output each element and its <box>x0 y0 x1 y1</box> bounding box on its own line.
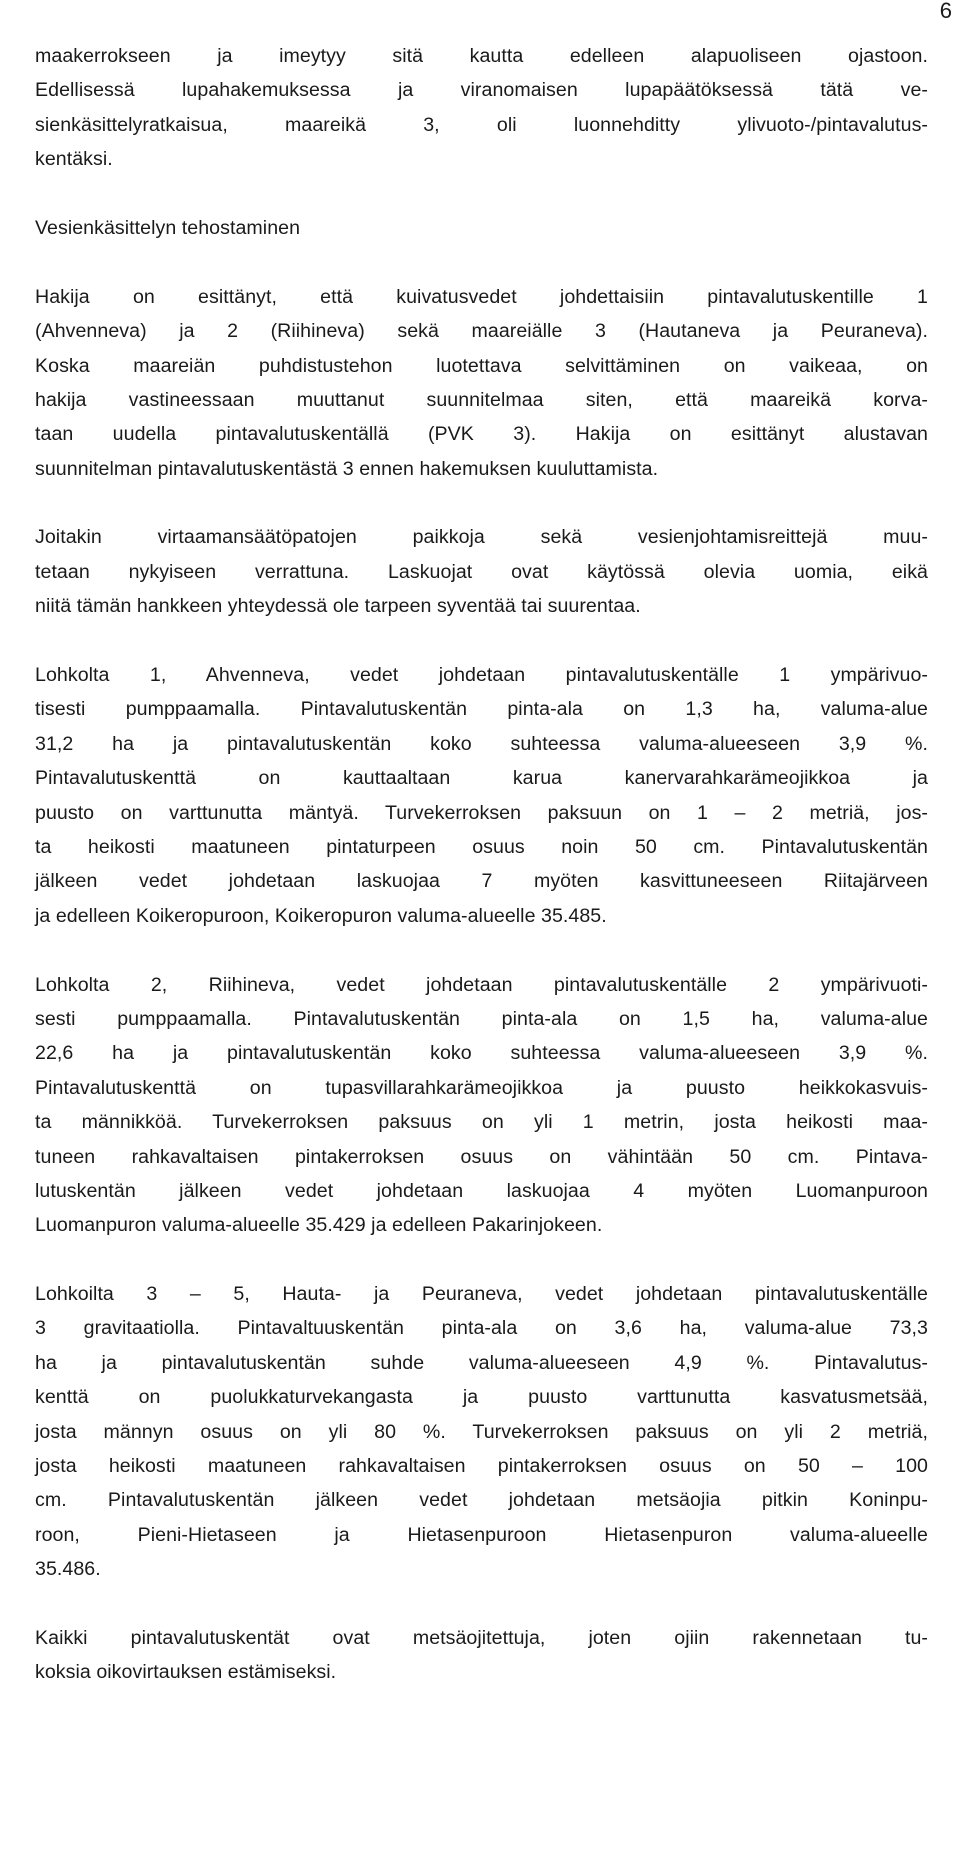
text-line: josta männyn osuus on yli 80 %. Turvekerroksen paksuus on yli 2 metriä, <box>35 1420 928 1443</box>
text-line: ta heikosti maatuneen pintaturpeen osuus noin 50 cm. Pintavalutuskentän <box>35 835 928 858</box>
text-line: roon, Pieni-Hietaseen ja Hietasenpuroon Hietasenpuron valuma-alueelle <box>35 1523 928 1546</box>
text-line: Lohkolta 2, Riihineva, vedet johdetaan pintavalutuskentälle 2 ympärivuoti- <box>35 973 928 996</box>
text-line: kentäksi. <box>35 148 113 171</box>
text-line: josta heikosti maatuneen rahkavaltaisen pintakerroksen osuus on 50 – 100 <box>35 1455 928 1478</box>
text-line: Joitakin virtaamansäätöpatojen paikkoja sekä vesienjohtamisreittejä muu- <box>35 526 928 549</box>
text-line: Edellisessä lupahakemuksessa ja viranomaisen lupapäätöksessä tätä ve- <box>35 79 928 102</box>
text-line: 31,2 ha ja pintavalutuskentän koko suhteessa valuma-alueeseen 3,9 %. <box>35 732 928 755</box>
text-line: ta männikköä. Turvekerroksen paksuus on yli 1 metrin, josta heikosti maa- <box>35 1111 928 1134</box>
text-line: ja edelleen Koikeropuroon, Koikeropuron valuma-alueelle 35.485. <box>35 904 607 927</box>
text-line: Lohkoilta 3 – 5, Hauta- ja Peuraneva, vedet johdetaan pintavalutuskentälle <box>35 1283 928 1306</box>
section-heading <box>35 211 928 245</box>
text-line: Koska maareiän puhdistustehon luotettava selvittäminen on vaikeaa, on <box>35 354 928 377</box>
text-line: lutuskentän jälkeen vedet johdetaan laskuojaa 4 myöten Luomanpuroon <box>35 1179 928 1202</box>
text-line: Lohkolta 1, Ahvenneva, vedet johdetaan pintavalutuskentälle 1 ympärivuo- <box>35 664 928 687</box>
text-line: Hakija on esittänyt, että kuivatusvedet johdettaisiin pintavalutuskentille 1 <box>35 285 928 308</box>
text-line: niitä tämän hankkeen yhteydessä ole tarpeen syventää tai suurentaa. <box>35 595 641 618</box>
text-line: suunnitelman pintavalutuskentästä 3 ennen hakemuksen kuuluttamista. <box>35 457 659 480</box>
text-line: maakerrokseen ja imeytyy sitä kautta edelleen alapuoliseen ojastoon. <box>35 45 928 67</box>
text-line: 22,6 ha ja pintavalutuskentän koko suhteessa valuma-alueeseen 3,9 %. <box>35 1042 928 1065</box>
page-number: 6 <box>939 0 952 23</box>
text-line: (Ahvenneva) ja 2 (Riihineva) sekä maareiälle 3 (Hautaneva ja Peuraneva). <box>35 320 928 343</box>
paragraph <box>35 39 928 177</box>
paragraph <box>35 658 928 933</box>
text-line: cm. Pintavalutuskentän jälkeen vedet johdetaan metsäojia pitkin Koninpu- <box>35 1489 928 1512</box>
paragraph <box>35 280 928 486</box>
text-line: tuneen rahkavaltaisen pintakerroksen osuus on vähintään 50 cm. Pintava- <box>35 1145 928 1168</box>
paragraph <box>35 1621 928 1690</box>
paragraph <box>35 1277 928 1587</box>
text-line: Vesienkäsittelyn tehostaminen <box>35 216 301 239</box>
text-line: sesti pumppaamalla. Pintavalutuskentän pinta-ala on 1,5 ha, valuma-alue <box>35 1007 928 1030</box>
text-line: tetaan nykyiseen verrattuna. Laskuojat ovat käytössä olevia uomia, eikä <box>35 560 928 583</box>
text-line: sienkäsittelyratkaisua, maareikä 3, oli luonnehditty ylivuoto-/pintavalutus- <box>35 113 928 136</box>
text-line: koksia oikovirtauksen estämiseksi. <box>35 1661 337 1684</box>
text-line: 3 gravitaatiolla. Pintavaltuuskentän pinta-ala on 3,6 ha, valuma-alue 73,3 <box>35 1317 928 1340</box>
text-line: Pintavalutuskenttä on tupasvillarahkarämeojikkoa ja puusto heikkokasvuis- <box>35 1076 928 1099</box>
paragraph <box>35 968 928 1243</box>
text-line: kenttä on puolukkaturvekangasta ja puusto varttunutta kasvatusmetsää, <box>35 1386 928 1409</box>
text-line: hakija vastineessaan muuttanut suunnitelmaa siten, että maareikä korva- <box>35 388 928 411</box>
text-line: puusto on varttunutta mäntyä. Turvekerroksen paksuun on 1 – 2 metriä, jos- <box>35 801 928 824</box>
text-line: Luomanpuron valuma-alueelle 35.429 ja edelleen Pakarinjokeen. <box>35 1214 603 1237</box>
text-line: jälkeen vedet johdetaan laskuojaa 7 myöten kasvittuneeseen Riitajärveen <box>35 870 928 893</box>
text-line: Pintavalutuskenttä on kauttaaltaan karua kanervarahkarämeojikkoa ja <box>35 767 928 790</box>
body-text <box>35 39 928 1690</box>
paragraph <box>35 520 928 623</box>
text-line: taan uudella pintavalutuskentällä (PVK 3). Hakija on esittänyt alustavan <box>35 423 928 446</box>
text-line: tisesti pumppaamalla. Pintavalutuskentän pinta-ala on 1,3 ha, valuma-alue <box>35 698 928 721</box>
text-line: ha ja pintavalutuskentän suhde valuma-alueeseen 4,9 %. Pintavalutus- <box>35 1351 928 1374</box>
text-line: 35.486. <box>35 1558 101 1581</box>
text-line: Kaikki pintavalutuskentät ovat metsäojitettuja, joten ojiin rakennetaan tu- <box>35 1626 928 1649</box>
